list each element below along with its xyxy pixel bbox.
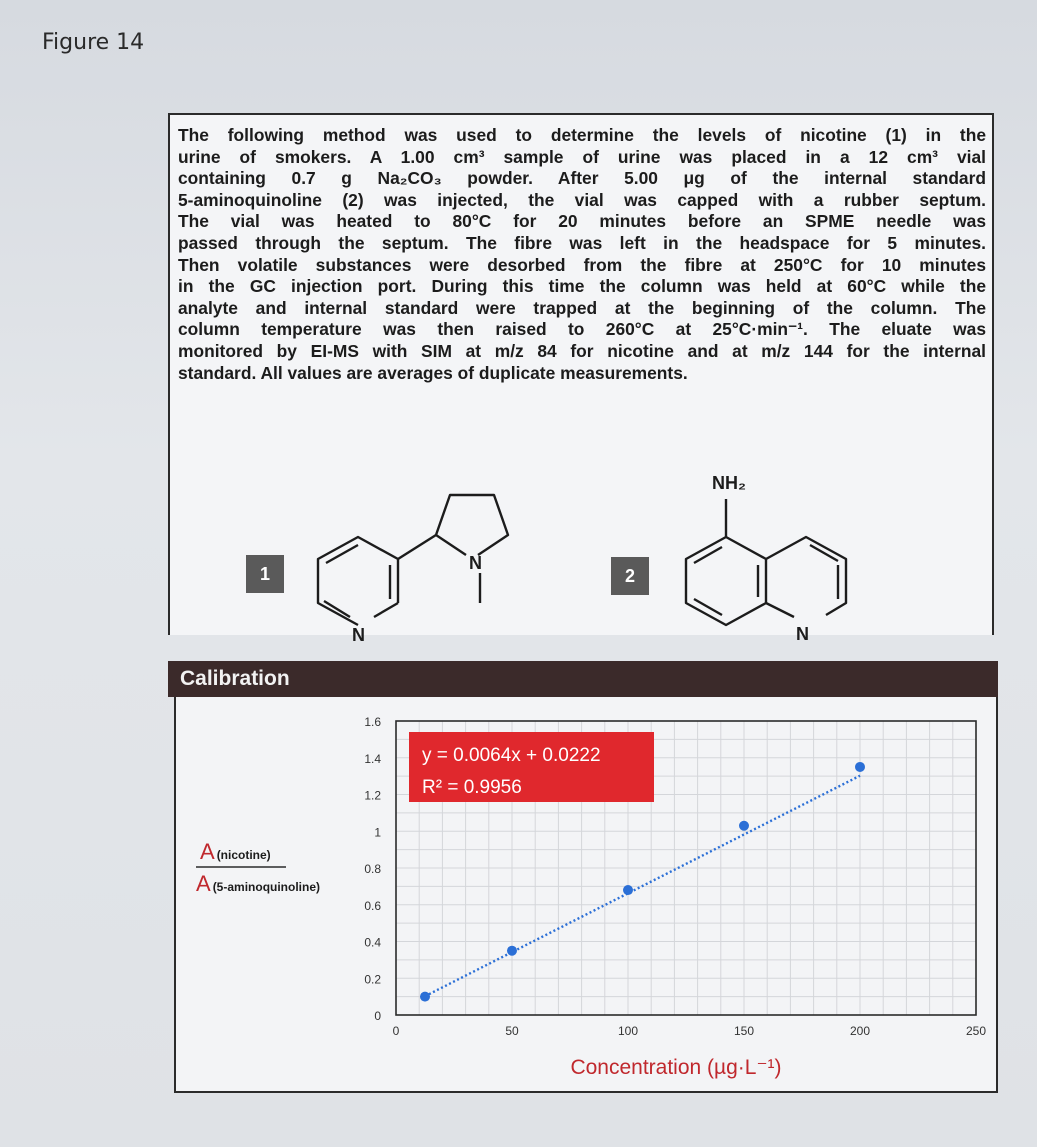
y-label-numerator-symbol: A: [200, 839, 215, 864]
y-tick-label: 1.4: [364, 751, 381, 766]
y-label-denominator: [196, 871, 320, 896]
calibration-chart: [176, 697, 1000, 1093]
x-tick-label: 100: [617, 1024, 639, 1038]
regression-equation: y = 0.0064x + 0.0222: [422, 745, 601, 766]
method-line: urine of smokers. A 1.00 cm³ sample of urine was placed in a 12 cm³ vial: [178, 146, 986, 167]
y-label-denominator-symbol: A: [196, 871, 211, 896]
y-label-denominator-sub: (5-aminoquinoline): [212, 880, 321, 894]
data-point: [855, 762, 865, 772]
x-tick-label: 250: [965, 1024, 987, 1038]
y-tick-label: 1: [374, 825, 381, 840]
method-line: column temperature was then raised to 260°C at 25°C·min⁻¹. The eluate was: [178, 319, 986, 340]
y-tick-label: 0.4: [364, 935, 381, 950]
method-paragraph: [178, 125, 986, 384]
method-line: containing 0.7 g Na₂CO₃ powder. After 5.00 μg of the internal standard: [178, 168, 986, 189]
x-tick-label: 150: [733, 1024, 755, 1038]
nicotine-pyrrolidine-n: N: [469, 553, 482, 573]
calibration-box: [174, 697, 998, 1093]
y-label-numerator: [200, 839, 271, 864]
y-tick-label: 1.2: [364, 788, 381, 803]
molecule-2-label: 2: [611, 557, 649, 595]
figure-title: Figure 14: [42, 30, 145, 55]
y-tick-label: 0.8: [364, 862, 381, 876]
y-label-numerator-sub: (nicotine): [216, 848, 271, 862]
aminoquinoline-ring-n: N: [796, 624, 809, 644]
calibration-title: Calibration: [180, 667, 290, 690]
method-line: analyte and internal standard were trapped at the beginning of the column. The: [178, 297, 986, 318]
nicotine-pyridine-n: N: [352, 625, 365, 645]
method-line: 5-aminoquinoline (2) was injected, the vial was capped with a rubber septum.: [178, 189, 986, 210]
x-tick-label: 0: [392, 1024, 400, 1038]
y-tick-label: 0: [374, 1009, 381, 1023]
y-tick-label: 0.6: [364, 898, 381, 913]
method-line: in the GC injection port. During this time the column was held at 60°C while the: [178, 276, 986, 297]
method-line: The vial was heated to 80°C for 20 minutes before an SPME needle was: [178, 211, 986, 232]
method-line: Then volatile substances were desorbed from the fibre at 250°C for 10 minutes: [178, 254, 986, 275]
aminoquinoline-nh2: NH₂: [712, 473, 746, 493]
data-point: [507, 946, 517, 956]
x-tick-labels: [393, 1024, 987, 1038]
molecule-1-label: 1: [246, 555, 284, 593]
nicotine-structure: [290, 455, 530, 645]
method-line: standard. All values are averages of duplicate measurements.: [178, 362, 688, 383]
x-tick-label: 50: [505, 1024, 519, 1038]
y-tick-label: 0.2: [364, 972, 381, 987]
aminoquinoline-structure: [670, 455, 880, 645]
method-line: The following method was used to determine the levels of nicotine (1) in the: [178, 125, 986, 145]
data-point: [623, 885, 633, 895]
data-point: [420, 992, 430, 1002]
x-axis-label: Concentration (µg·L⁻¹): [570, 1056, 782, 1079]
r-squared-value: R² = 0.9956: [422, 777, 522, 798]
data-point: [739, 821, 749, 831]
method-box: [168, 113, 994, 645]
method-line: monitored by EI-MS with SIM at m/z 84 for nicotine and at m/z 144 for the internal: [178, 340, 986, 361]
method-line: passed through the septum. The fibre was left in the headspace for 5 minutes.: [178, 232, 986, 253]
calibration-header: [168, 661, 998, 697]
y-tick-label: 1.6: [364, 715, 381, 729]
x-tick-label: 200: [849, 1024, 871, 1038]
y-tick-labels: [364, 715, 381, 1023]
